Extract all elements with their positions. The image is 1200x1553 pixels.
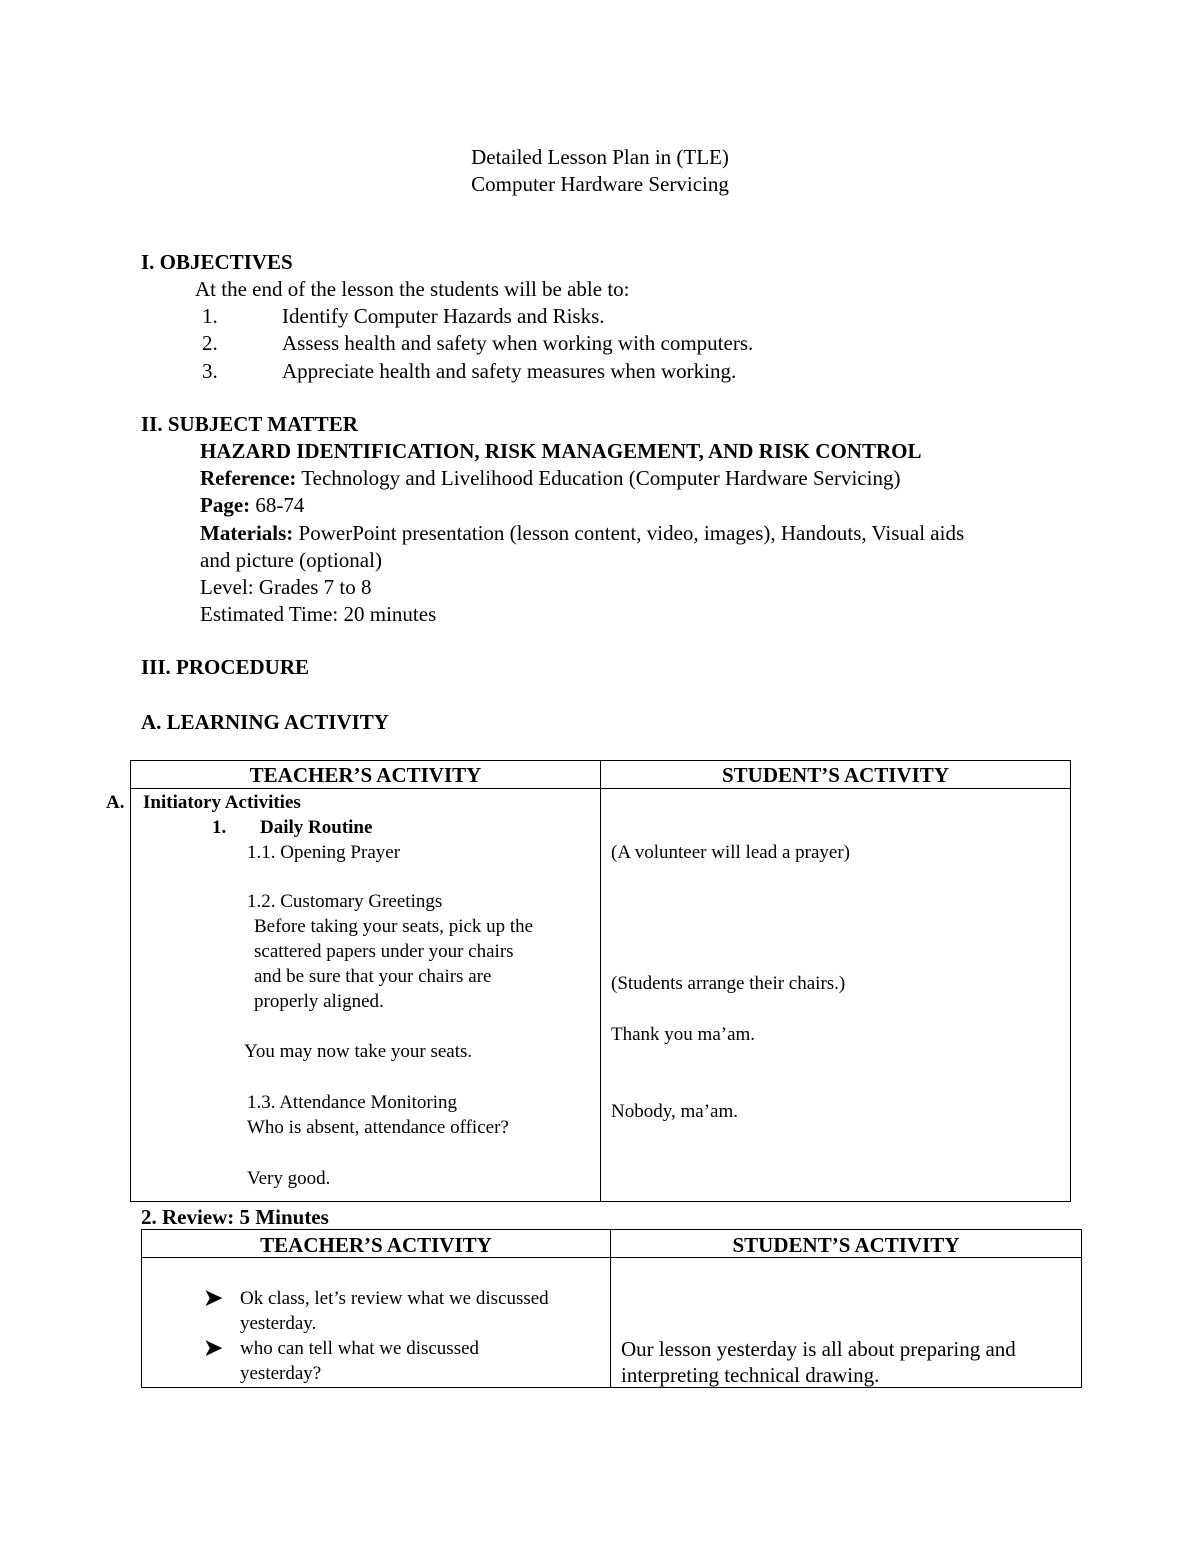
- attendance-response: Nobody, ma’am.: [611, 1101, 738, 1122]
- review-answer: Our lesson yesterday is all about preparing and: [621, 1337, 1016, 1361]
- greetings-instruction: scattered papers under your chairs: [254, 941, 514, 962]
- take-seats: You may now take your seats.: [244, 1041, 473, 1062]
- document-subtitle: Computer Hardware Servicing: [471, 172, 729, 196]
- greetings-instruction: properly aligned.: [254, 991, 384, 1012]
- learning-activity-heading: A. LEARNING ACTIVITY: [141, 710, 389, 734]
- page-line: [200, 492, 304, 519]
- reference-value: Technology and Livelihood Education (Computer Hardware Servicing): [301, 466, 901, 490]
- greetings-instruction: and be sure that your chairs are: [254, 966, 492, 987]
- very-good: Very good.: [247, 1168, 331, 1189]
- subject-matter-heading: II. SUBJECT MATTER: [141, 412, 358, 436]
- review-question: yesterday?: [240, 1363, 322, 1384]
- column-header-teacher: TEACHER’S ACTIVITY: [260, 1233, 492, 1257]
- routine-title: Daily Routine: [260, 817, 373, 838]
- table-border: [141, 1229, 1082, 1230]
- level-line: Level: Grades 7 to 8: [200, 575, 372, 599]
- objective-number: 1.: [202, 304, 218, 328]
- attendance-question: Who is absent, attendance officer?: [247, 1117, 509, 1138]
- document-title: Detailed Lesson Plan in (TLE): [471, 145, 729, 169]
- review-question: who can tell what we discussed: [240, 1338, 480, 1359]
- customary-greetings: 1.2. Customary Greetings: [247, 891, 443, 912]
- objectives-heading: I. OBJECTIVES: [141, 250, 293, 274]
- thank-response: Thank you ma’am.: [611, 1024, 756, 1045]
- materials-label: Materials:: [200, 521, 294, 545]
- reference-line: [200, 465, 900, 492]
- column-header-student: STUDENT’S ACTIVITY: [732, 1233, 960, 1257]
- objective-text: Appreciate health and safety measures when working.: [282, 359, 737, 383]
- reference-label: Reference:: [200, 466, 297, 490]
- materials-value: PowerPoint presentation (lesson content, video, images), Handouts, Visual aids: [298, 521, 965, 545]
- objective-number: 3.: [202, 359, 218, 383]
- table-border: [1081, 1229, 1082, 1388]
- greetings-instruction: Before taking your seats, pick up the: [254, 916, 534, 937]
- section-title: Initiatory Activities: [143, 792, 301, 813]
- column-header-student: STUDENT’S ACTIVITY: [722, 763, 949, 787]
- column-header-teacher: TEACHER’S ACTIVITY: [249, 763, 482, 787]
- materials-line: [200, 520, 964, 547]
- table-border: [130, 760, 131, 1202]
- procedure-heading: III. PROCEDURE: [141, 655, 310, 679]
- review-answer: interpreting technical drawing.: [621, 1363, 880, 1387]
- page-label: Page:: [200, 493, 251, 517]
- arrange-response: (Students arrange their chairs.): [611, 973, 846, 994]
- review-question: Ok class, let’s review what we discussed: [240, 1288, 549, 1309]
- routine-number: 1.: [212, 817, 227, 838]
- objective-text: Assess health and safety when working with computers.: [282, 331, 754, 355]
- table-border: [141, 1387, 1082, 1388]
- page-value: 68-74: [255, 493, 305, 517]
- opening-prayer: 1.1. Opening Prayer: [247, 842, 401, 863]
- objectives-intro: At the end of the lesson the students will be able to:: [195, 277, 630, 301]
- subject-topic: HAZARD IDENTIFICATION, RISK MANAGEMENT, AND RISK CONTROL: [200, 439, 922, 463]
- section-marker: A.: [106, 792, 125, 813]
- review-heading: 2. Review: 5 Minutes: [141, 1205, 329, 1229]
- arrow-bullet-icon: ➤: [204, 1285, 223, 1310]
- table-border: [1070, 760, 1071, 1202]
- table-border: [600, 760, 601, 1202]
- materials-continuation: and picture (optional): [200, 548, 382, 572]
- time-line: Estimated Time: 20 minutes: [200, 602, 437, 626]
- review-question: yesterday.: [240, 1313, 317, 1334]
- objective-text: Identify Computer Hazards and Risks.: [282, 304, 605, 328]
- objective-number: 2.: [202, 331, 218, 355]
- arrow-bullet-icon: ➤: [204, 1335, 223, 1360]
- prayer-response: (A volunteer will lead a prayer): [611, 842, 850, 863]
- attendance-monitoring: 1.3. Attendance Monitoring: [247, 1092, 458, 1113]
